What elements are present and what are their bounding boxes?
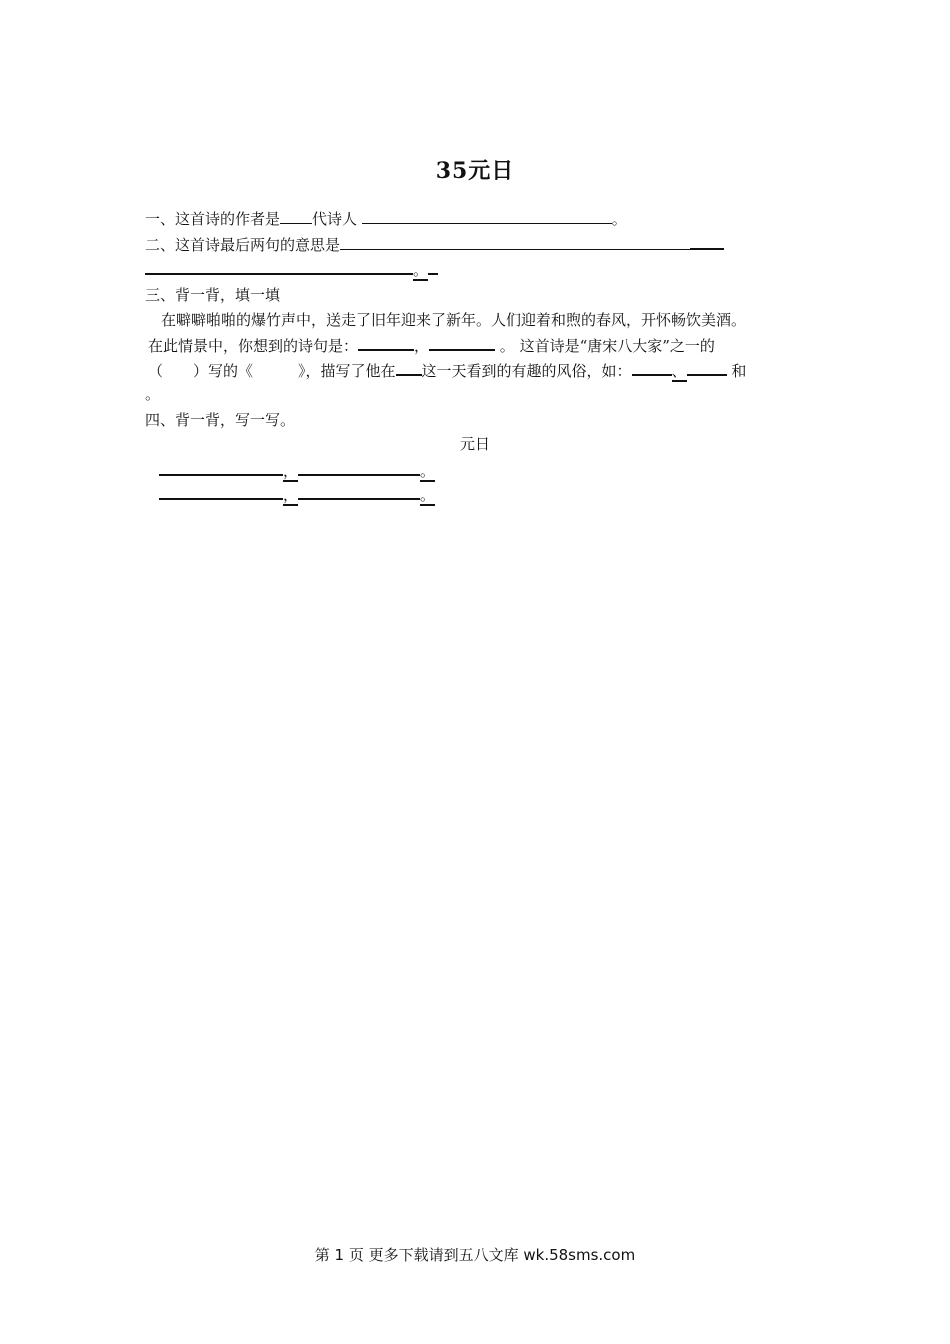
poem-line-1 (159, 460, 435, 481)
q3-p2-suffix: 。 这首诗是“唐宋八大家”之一的 (495, 337, 715, 355)
q2-end: 。 (413, 261, 429, 279)
q3-blank-custom-1[interactable] (632, 360, 672, 376)
q1-prefix: 一、这首诗的作者是 (145, 210, 281, 228)
question-4-heading: 四、背一背，写一写。 (145, 411, 296, 429)
q1-suffix: 。 (611, 210, 627, 228)
question-1 (145, 209, 627, 229)
q3-blank-line-1[interactable] (358, 335, 414, 351)
q3-paragraph-4: 。 (145, 385, 161, 403)
poem-period-1: 。 (420, 462, 436, 480)
q3-p2-comma: ， (414, 337, 430, 355)
q1-middle: 代诗人 (312, 210, 362, 228)
q2-blank-1[interactable] (340, 235, 690, 250)
question-2 (145, 234, 724, 255)
poem-blank-1a[interactable] (159, 460, 283, 476)
q3-p2-prefix: 在此情景中，你想到的诗句是： (148, 337, 359, 355)
q1-blank-poet[interactable] (362, 209, 612, 224)
q3-paragraph-1: 在噼噼啪啪的爆竹声中，送走了旧年迎来了新年。人们迎着和煦的春风，开怀畅饮美酒。 (161, 311, 747, 329)
poem-blank-2a[interactable] (159, 484, 283, 500)
q3-blank-line-2[interactable] (429, 335, 495, 351)
q2-blank-2[interactable] (145, 259, 413, 275)
poem-comma-2: ， (283, 486, 299, 504)
question-3-heading: 三、背一背，填一填 (145, 286, 281, 304)
q2-prefix: 二、这首诗最后两句的意思是 (145, 236, 341, 254)
q3-blank-custom-2[interactable] (687, 360, 727, 376)
q3-paragraph-3 (148, 360, 746, 381)
q3-blank-day[interactable] (396, 360, 422, 376)
poem-blank-1b[interactable] (298, 460, 420, 476)
q3-p3-end: 和 (726, 362, 747, 380)
q3-p3-sep: 、 (671, 362, 687, 380)
q2-blank-2b[interactable] (428, 259, 438, 275)
q3-p3-a: （ ）写的《 》，描写了他在 (148, 362, 396, 380)
poem-title: 元日 (459, 435, 490, 453)
q1-blank-dynasty[interactable] (280, 209, 312, 224)
poem-comma-1: ， (283, 462, 299, 480)
q3-p3-b: 这一天看到的有趣的风俗，如： (421, 362, 632, 380)
poem-blank-2b[interactable] (298, 484, 420, 500)
page-footer: 第 1 页 更多下载请到五八文库 wk.58sms.com (314, 1246, 636, 1264)
q2-blank-1b[interactable] (690, 234, 724, 250)
q3-paragraph-2 (148, 335, 715, 356)
poem-period-2: 。 (420, 486, 436, 504)
poem-line-2 (159, 484, 435, 505)
question-2-cont (145, 259, 438, 280)
page-title: 35元日 (435, 158, 515, 184)
